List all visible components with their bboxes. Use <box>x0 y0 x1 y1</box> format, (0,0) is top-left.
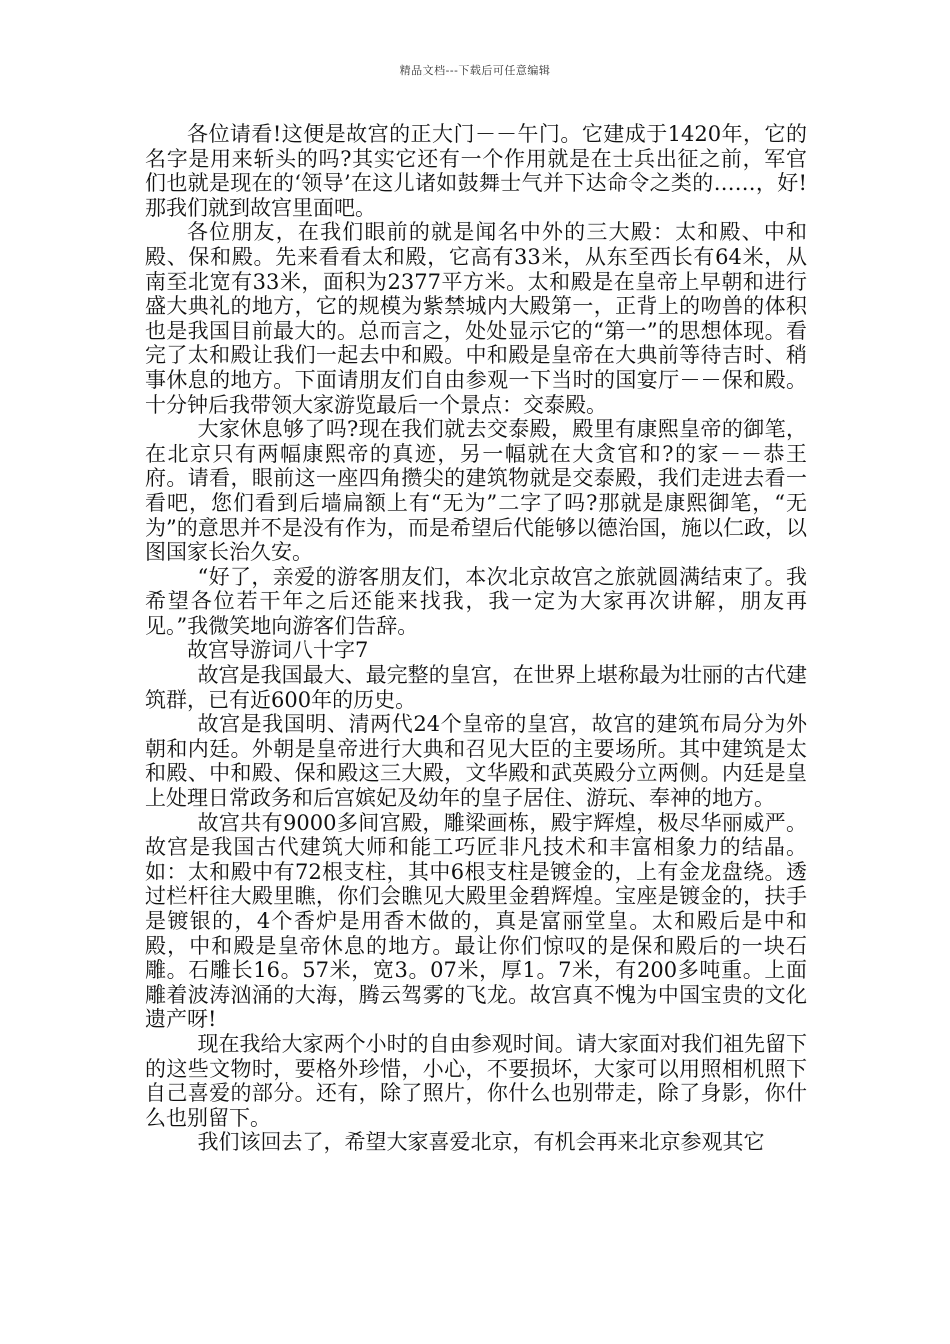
section-heading: 故宫导游词八十字7 <box>187 638 369 663</box>
paragraph-intro: 故宫是我国最大、最完整的皇宫，在世界上堪称最为壮丽的古代建筑群，已有近600年的历史。 <box>145 663 807 712</box>
paragraph-wumen: 各位请看!这便是故宫的正大门－－午门。它建成于1420年，它的名字是用来斩头的吗?其实它还有一个作用就是在士兵出征之前，军官们也就是现在的‘领导’在这儿诸如鼓舞士气并下达命令之类的……，好!那我们就到故宫里面吧。 <box>145 122 807 220</box>
paragraph-palaces: 故宫共有9000多间宫殿，雕梁画栋，殿宇辉煌，极尽华丽威严。故宫是我国古代建筑大师和能工巧匠非凡技术和丰富相象力的结晶。如：太和殿中有72根支柱，其中6根支柱是镀金的，上有金龙盘绕。透过栏杆往大殿里瞧，你们会瞧见大殿里金碧辉煌。宝座是镀金的，扶手是镀银的，4个香炉是用香木做的，真是富丽堂皇。太和殿后是中和殿，中和殿是皇帝休息的地方。最让你们惊叹的是保和殿后的一块石雕。石雕长16。57米，宽3。07米，厚1。7米，有200多吨重。上面雕着波涛汹涌的大海，腾云驾雾的飞龙。故宫真不愧为中国宝贵的文化遗产呀! <box>145 810 807 1032</box>
paragraph-free-time: 现在我给大家两个小时的自由参观时间。请大家面对我们祖先留下的这些文物时，要格外珍惜，小心，不要损坏，大家可以用照相机照下自己喜爱的部分。还有，除了照片，你什么也别带走，除了身影，你什么也别留下。 <box>145 1031 807 1130</box>
page-header: 精品文档---下载后可任意编辑 <box>399 64 551 77</box>
paragraph-layout: 故宫是我国明、清两代24个皇帝的皇宫，故宫的建筑布局分为外朝和内廷。外朝是皇帝进行大典和召见大臣的主要场所。其中建筑是太和殿、中和殿、保和殿这三大殿，文华殿和武英殿分立两侧。内廷是皇上处理日常政务和后宫嫔妃及幼年的皇子居住、游玩、奉神的地方。 <box>145 712 807 811</box>
document-body <box>145 122 807 1155</box>
paragraph-farewell: “好了，亲爱的游客朋友们，本次北京故宫之旅就圆满结束了。我希望各位若干年之后还能来找我，我一定为大家再次讲解，朋友再见。”我微笑地向游客们告辞。 <box>145 564 807 638</box>
paragraph-three-halls: 各位朋友，在我们眼前的就是闻名中外的三大殿：太和殿、中和殿、保和殿。先来看看太和殿，它高有33米，从东至西长有64米，从南至北宽有33米，面积为2377平方米。太和殿是在皇帝上早朝和进行盛大典礼的地方，它的规模为紫禁城内大殿第一，正背上的吻兽的体积也是我国目前最大的。总而言之，处处显示它的“第一”的思想体现。看完了太和殿让我们一起去中和殿。中和殿是皇帝在大典前等待吉时、稍事休息的地方。下面请朋友们自由参观一下当时的国宴厅－－保和殿。十分钟后我带领大家游览最后一个景点：交泰殿。 <box>145 220 807 417</box>
paragraph-jiaotai-hall: 大家休息够了吗?现在我们就去交泰殿，殿里有康熙皇帝的御笔，在北京只有两幅康熙帝的真迹，另一幅就在大贪官和?的家－－恭王府。请看，眼前这一座四角攒尖的建筑物就是交泰殿，我们走进去看一看吧，您们看到后墙扁额上有“无为”二字了吗?那就是康熙御笔，“无为”的意思并不是没有作为，而是希望后代能够以德治国，施以仁政，以图国家长治久安。 <box>145 417 807 565</box>
paragraph-closing: 我们该回去了，希望大家喜爱北京，有机会再来北京参观其它 <box>197 1130 765 1155</box>
